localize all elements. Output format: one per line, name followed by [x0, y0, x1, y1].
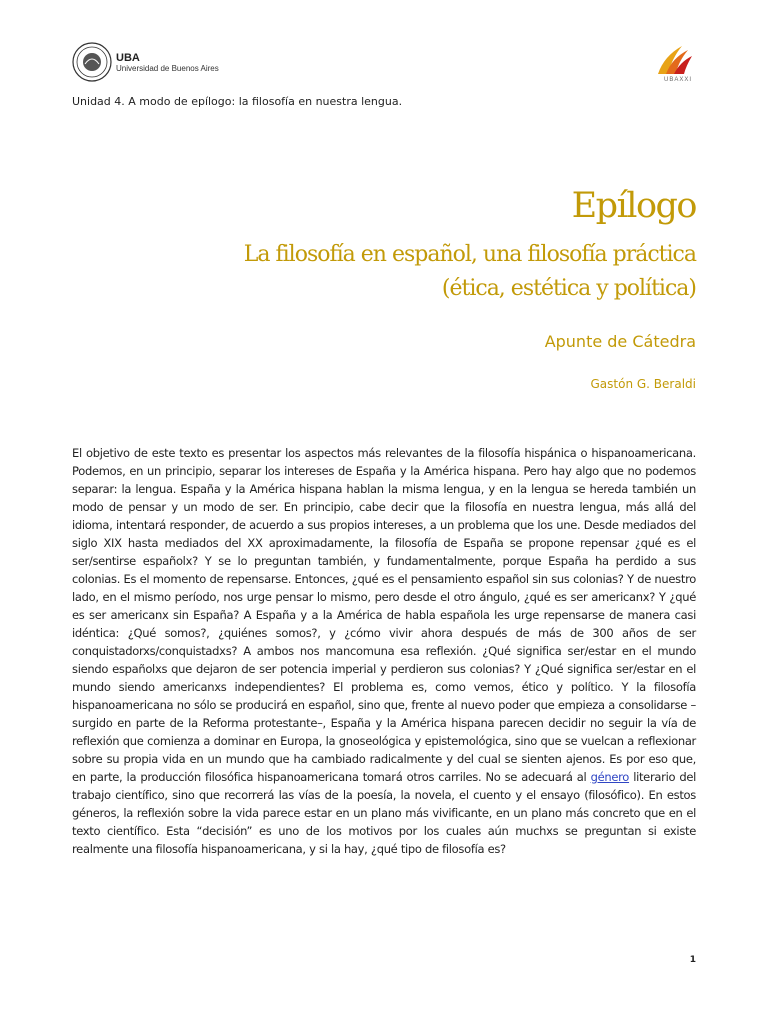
uba-seal-icon	[72, 42, 112, 82]
subtitle-line-1: La filosofía en español, una filosofía práctica	[243, 242, 696, 267]
author-name: Gastón G. Beraldi	[590, 377, 696, 391]
page-subtitle	[56, 238, 696, 306]
page-header	[72, 40, 696, 90]
uba-subtitle: Universidad de Buenos Aires	[116, 64, 219, 73]
page-title: Epílogo	[571, 186, 696, 226]
document-type: Apunte de Cátedra	[544, 332, 696, 351]
genero-link[interactable]: género	[590, 769, 630, 784]
paragraph-text-before-link: El objetivo de este texto es presentar los aspectos más relevantes de la filosofía hispánica o hispanoamericana. Podemos, en un principio, separar los intereses de España y la América hispana. Pero hay algo que no podemos separar: la lengua. España y la América hispana hablan la misma lengua, y en la lengua se hereda también un modo de pensar y un modo de ser. En principio, cabe decir que la filosofía en nuestra lengua, más allá del idioma, intentará responder, de acuerdo a sus propios intereses, a un problema que los une. Desde mediados del siglo XIX hasta mediados del XX aproximadamente, la filosofía de España se propone repensar ¿qué es el ser/sentirse españolx? Y se lo preguntan también, y fundamentalmente, porque España ha perdido a sus colonias. Es el momento de repensarse. Entonces, ¿qué es el pensamiento español sin sus colonias? Y de nuestro lado, en el mismo período, nos urge pensar lo mismo, pero desde el otro ángulo, ¿qué es ser americanx? Y ¿qué es ser americanx sin España? A España y a la América de habla española les urge repensarse de manera casi idéntica: ¿Qué somos?, ¿quiénes somos?, y ¿cómo vivir ahora después de más de 300 años de ser conquistadorxs/conquistadxs? A ambos nos mancomuna esa reflexión. ¿Qué significa ser/estar en el mundo siendo españolxs que dejaron de ser potencia imperial y perdieron sus colonias? Y ¿Qué significa ser/estar en el mundo siendo americanxs independientes? El problema es, como vemos, ético y político. Y la filosofía hispanoamericana no sólo se producirá en español, sino que, frente al nuevo poder que empieza a consolidarse –surgido en parte de la Reforma protestante–, España y la América hispana parecen decidir no seguir la vía de reflexión que comienza a dominar en Europa, la gnoseológica y epistemológica, sino que se vuelcan a reflexionar sobre su propia vida en un mundo que ha cambiado radicalmente y del cual se sienten ajenos. Es por eso que, en parte, la producción filosófica hispanoamericana tomará otros carriles. No se adecuará al	[72, 445, 696, 784]
unit-heading: Unidad 4. A modo de epílogo: la filosofía en nuestra lengua.	[72, 95, 403, 108]
subtitle-line-2: (ética, estética y política)	[441, 276, 696, 301]
uba-name: UBA	[116, 52, 140, 64]
body-paragraph	[72, 444, 696, 858]
page-number: 1	[689, 955, 696, 965]
paragraph-text-after-link: literario del trabajo científico, sino que recorrerá las vías de la poesía, la novela, el cuento y el ensayo (filosófico). En estos géneros, la reflexión sobre la vida parece estar en un plano más vivificante, en un plano más concreto que en el texto científico. Esta “decisión” es uno de los motivos por los cuales aún muchxs se preguntan si existe realmente una filosofía hispanoamericana, y si la hay, ¿qué tipo de filosofía es?	[72, 769, 696, 856]
ubaxxi-label: UBAXXI	[663, 77, 692, 83]
uba-wordmark	[116, 52, 219, 74]
